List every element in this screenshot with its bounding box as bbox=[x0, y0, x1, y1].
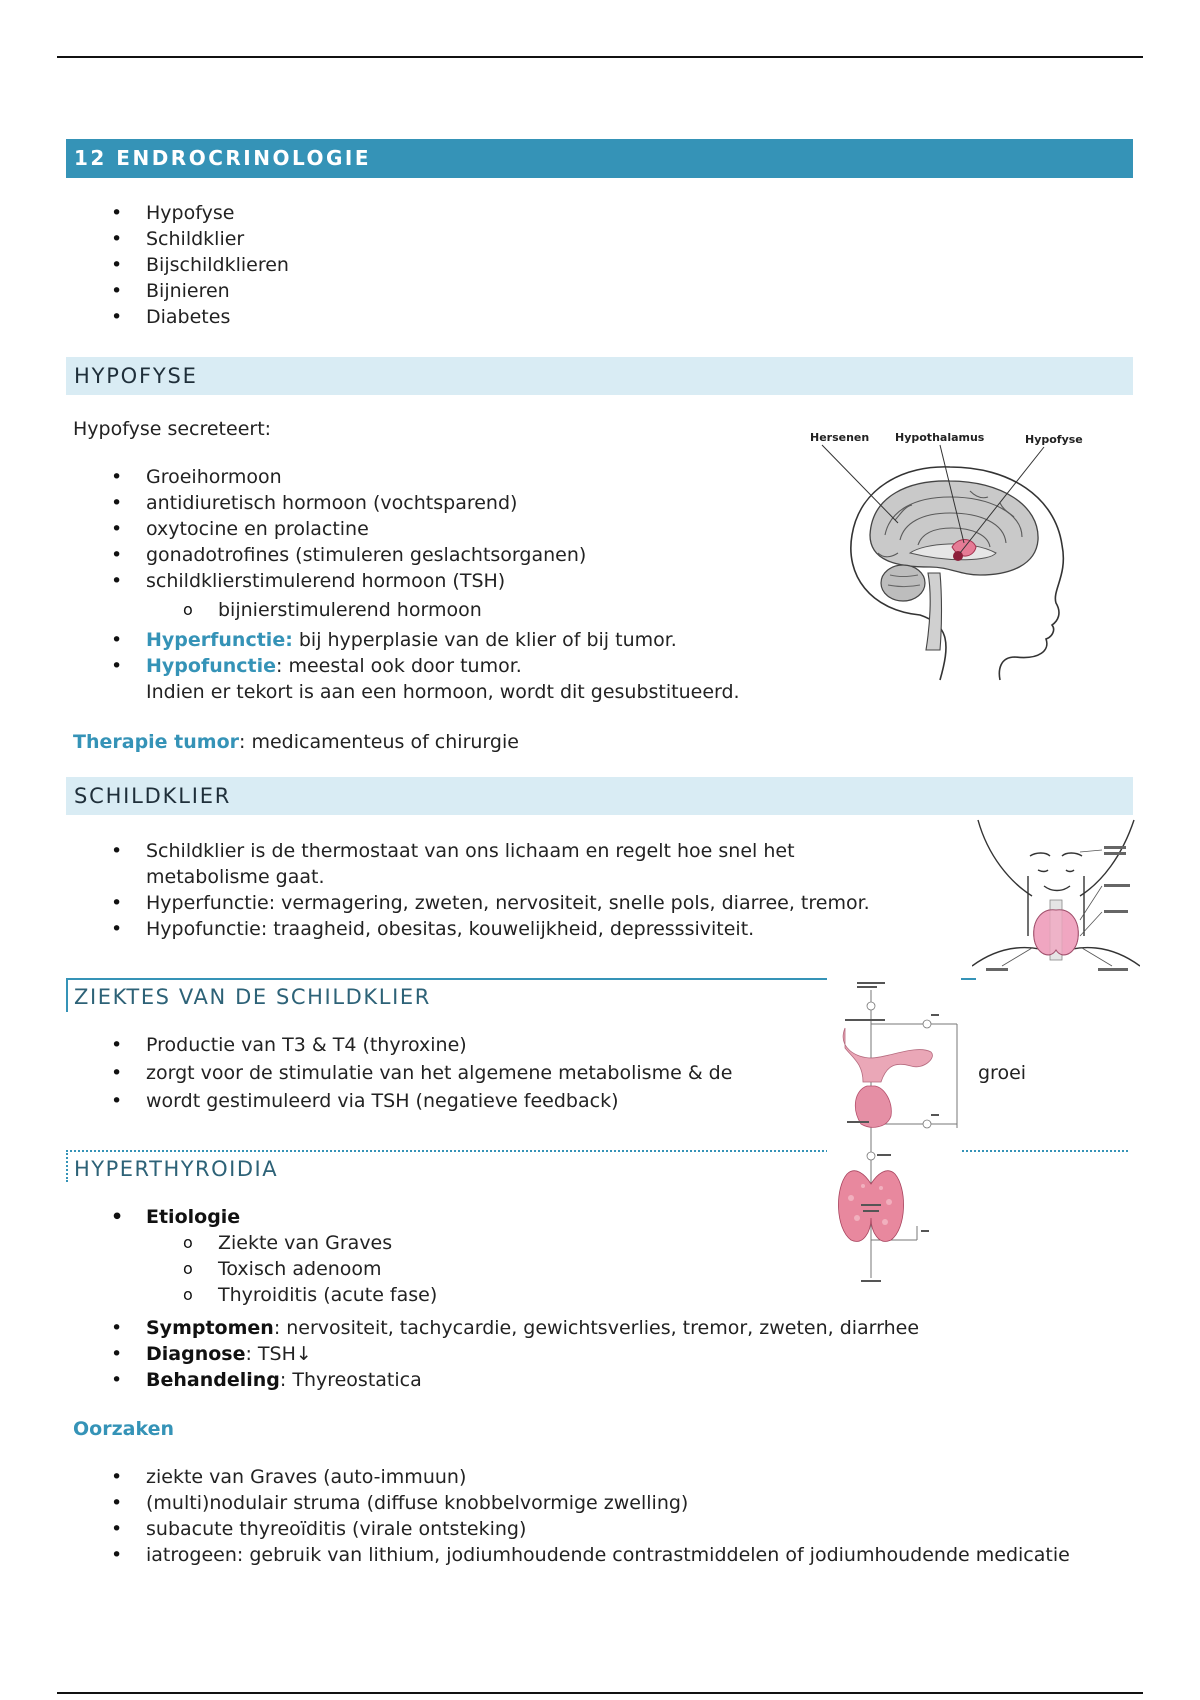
behandeling-label: Behandeling bbox=[146, 1369, 280, 1391]
therapie-line bbox=[73, 729, 519, 755]
hypofyse-function-list bbox=[146, 627, 740, 705]
list-item: o Ziekte van Graves bbox=[218, 1230, 437, 1256]
schildklier-item-text-2: metabolisme gaat. bbox=[146, 866, 325, 888]
bottom-rule bbox=[57, 1692, 1143, 1694]
list-item: • Productie van T3 & T4 (thyroxine) bbox=[146, 1032, 732, 1058]
neck-thyroid-illustration bbox=[972, 816, 1140, 982]
section-heading-schildklier: SCHILDKLIER bbox=[66, 777, 1133, 815]
symptomen-label: Symptomen bbox=[146, 1317, 274, 1339]
hyperthyroidia-etiologie bbox=[146, 1204, 240, 1230]
etiologie-sublist bbox=[218, 1230, 437, 1308]
schildklier-list bbox=[146, 838, 870, 942]
hypofunctie-label: Hypofunctie bbox=[146, 655, 277, 677]
figure-label-hypofyse: Hypofyse bbox=[1025, 433, 1083, 446]
hypofunctie-item bbox=[146, 653, 740, 705]
topic-list bbox=[146, 200, 289, 330]
section-heading-hypofyse: HYPOFYSE bbox=[66, 357, 1133, 395]
diagnose-label: Diagnose bbox=[146, 1343, 246, 1365]
list-item: • schildklierstimulerend hormoon (TSH) bbox=[146, 568, 586, 594]
hypofyse-intro: Hypofyse secreteert: bbox=[73, 418, 272, 440]
therapie-text: : medicamenteus of chirurgie bbox=[239, 731, 519, 753]
hypofyse-list bbox=[146, 464, 586, 594]
hypofyse-sublist bbox=[218, 597, 482, 623]
schildklier-item-text-1: Schildklier is de thermostaat van ons lichaam en regelt hoe snel het bbox=[146, 840, 795, 862]
figure-label-hersenen: Hersenen bbox=[810, 431, 870, 444]
top-rule bbox=[57, 56, 1143, 58]
list-item: • Hypofyse bbox=[146, 200, 289, 226]
section-heading-ziektes: ZIEKTES VAN DE SCHILDKLIER bbox=[66, 978, 976, 1012]
diagnose-item bbox=[146, 1341, 919, 1367]
list-item: • Schildklier bbox=[146, 226, 289, 252]
thyroid-feedback-illustration bbox=[827, 978, 961, 1290]
chapter-title: 12 ENDROCRINOLOGIE bbox=[66, 139, 1133, 178]
list-item: • Groeihormoon bbox=[146, 464, 586, 490]
list-item bbox=[146, 838, 870, 890]
ziektes-item-text: zorgt voor de stimulatie van het algemene metabolisme & de bbox=[146, 1062, 733, 1084]
figure-label-hypothalamus: Hypothalamus bbox=[895, 431, 985, 444]
list-item bbox=[146, 1060, 1027, 1086]
list-item: o bijnierstimulerend hormoon bbox=[218, 597, 482, 623]
list-item: • iatrogeen: gebruik van lithium, jodiumhoudende contrastmiddelen of jodiumhoudende medicatie bbox=[146, 1542, 1070, 1568]
etiologie-label: • Etiologie bbox=[146, 1204, 240, 1230]
list-item: • Bijnieren bbox=[146, 278, 289, 304]
oorzaken-list bbox=[146, 1464, 1070, 1568]
list-item: • wordt gestimuleerd via TSH (negatieve feedback) bbox=[146, 1088, 732, 1114]
diagnose-text: : TSH↓ bbox=[245, 1343, 312, 1365]
list-item: • Bijschildklieren bbox=[146, 252, 289, 278]
hypofunctie-note: Indien er tekort is aan een hormoon, wordt dit gesubstitueerd. bbox=[146, 681, 740, 703]
oorzaken-heading: Oorzaken bbox=[73, 1418, 174, 1440]
ziektes-list bbox=[146, 1032, 1027, 1114]
list-item: • antidiuretisch hormoon (vochtsparend) bbox=[146, 490, 586, 516]
symptomen-text: : nervositeit, tachycardie, gewichtsverlies, tremor, zweten, diarrhee bbox=[273, 1317, 920, 1339]
hyperfunctie-text: bij hyperplasie van de klier of bij tumor. bbox=[292, 629, 677, 651]
behandeling-text: : Thyreostatica bbox=[279, 1369, 422, 1391]
list-item: • Hypofunctie: traagheid, obesitas, kouwelijkheid, depresssiviteit. bbox=[146, 916, 870, 942]
list-item: • subacute thyreoïditis (virale ontsteking) bbox=[146, 1516, 1070, 1542]
list-item: • Diabetes bbox=[146, 304, 289, 330]
brain-illustration bbox=[800, 425, 1090, 685]
list-item: o Toxisch adenoom bbox=[218, 1256, 437, 1282]
list-item: • Hyperfunctie: vermagering, zweten, nervositeit, snelle pols, diarree, tremor. bbox=[146, 890, 870, 916]
list-item: o Thyroiditis (acute fase) bbox=[218, 1282, 437, 1308]
behandeling-item bbox=[146, 1367, 919, 1393]
list-item: • gonadotrofines (stimuleren geslachtsorganen) bbox=[146, 542, 586, 568]
symptomen-item bbox=[146, 1315, 919, 1341]
hyperthyroidia-list bbox=[146, 1315, 919, 1393]
therapie-label: Therapie tumor bbox=[73, 731, 240, 753]
hyperfunctie-label: Hyperfunctie: bbox=[146, 629, 293, 651]
ziektes-item-tail: groei bbox=[978, 1062, 1027, 1084]
list-item: • (multi)nodulair struma (diffuse knobbelvormige zwelling) bbox=[146, 1490, 1070, 1516]
list-item: • ziekte van Graves (auto-immuun) bbox=[146, 1464, 1070, 1490]
list-item: • oxytocine en prolactine bbox=[146, 516, 586, 542]
hyperfunctie-item bbox=[146, 627, 740, 653]
section-heading-hyperthyroidia: HYPERTHYROIDIA bbox=[66, 1150, 1128, 1182]
hypofunctie-text: : meestal ook door tumor. bbox=[276, 655, 522, 677]
